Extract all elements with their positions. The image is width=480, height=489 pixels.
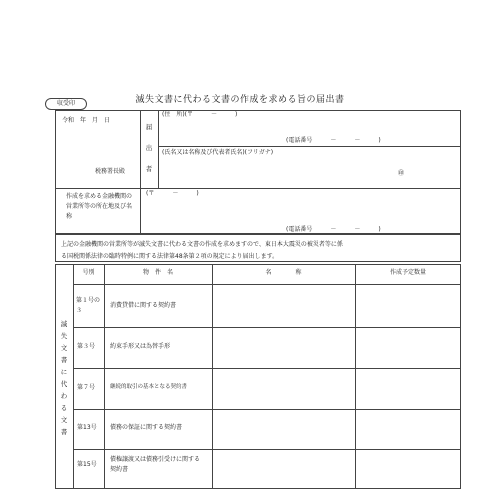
office-label: 作成を求める金融機関の営業所等の所在地及び名称 (66, 193, 133, 220)
divider (73, 409, 461, 410)
phone-number-2: (電話番号 － － ) (286, 226, 381, 233)
row-item-3: 継続的取引の基本となる契約書 (110, 384, 188, 390)
row-no-4: 第13号 (77, 424, 97, 431)
divider (73, 327, 461, 328)
divider (73, 368, 461, 369)
statement-line-2: る国税関係法律の臨時特例に関する法律第48条第２項の規定により届出します。 (61, 253, 279, 260)
divider (55, 188, 461, 189)
date-line: 令和 年 月 日 (62, 117, 111, 124)
address-label: (住 所)(〒 － ) (162, 111, 238, 118)
header-name: 名 称 (265, 269, 302, 276)
row-item-5: 債権譲渡又は債務引受けに関する契約書 (110, 456, 201, 473)
filer-label: 届出者 (145, 123, 153, 173)
row-no-1: 第１号の３ (76, 297, 101, 314)
row-item-1: 消費貸借に関する契約書 (110, 302, 177, 309)
divider (73, 284, 461, 285)
header-item: 物 件 名 (142, 269, 173, 276)
statement-line-1: 上記の金融機関の営業所等が滅失文書に代わる文書の作成を求めますので、東日本大震災の被災者等に係 (61, 241, 343, 248)
row-no-3: 第７号 (77, 384, 96, 391)
divider (104, 264, 105, 489)
phone-number-1: (電話番号 － － ) (286, 137, 381, 144)
divider (158, 146, 461, 147)
row-item-4: 債務の保証に関する契約書 (110, 424, 183, 431)
seal-mark: ㊞ (398, 170, 405, 177)
row-no-2: 第３号 (77, 343, 96, 350)
header-no: 号別 (82, 269, 95, 276)
receipt-stamp: 収受印 (45, 98, 87, 110)
header-count: 作成予定数量 (389, 269, 426, 276)
divider (73, 449, 461, 450)
document-title: 滅失文書に代わる文書の作成を求める旨の届出書 (135, 95, 345, 105)
divider (140, 110, 141, 234)
office-postal: (〒 － ) (146, 190, 199, 197)
divider (73, 264, 74, 489)
name-label: (氏名又は名称及び代表者氏名)(フリガナ) (162, 149, 274, 156)
addressee: 税務署長殿 (95, 168, 126, 175)
row-no-5: 第15号 (77, 461, 97, 468)
divider (212, 264, 213, 489)
divider (355, 264, 356, 489)
side-label: 滅失文書に代わる文書 (60, 320, 68, 436)
row-item-2: 約束手形又は為替手形 (110, 343, 171, 350)
divider (158, 110, 159, 188)
